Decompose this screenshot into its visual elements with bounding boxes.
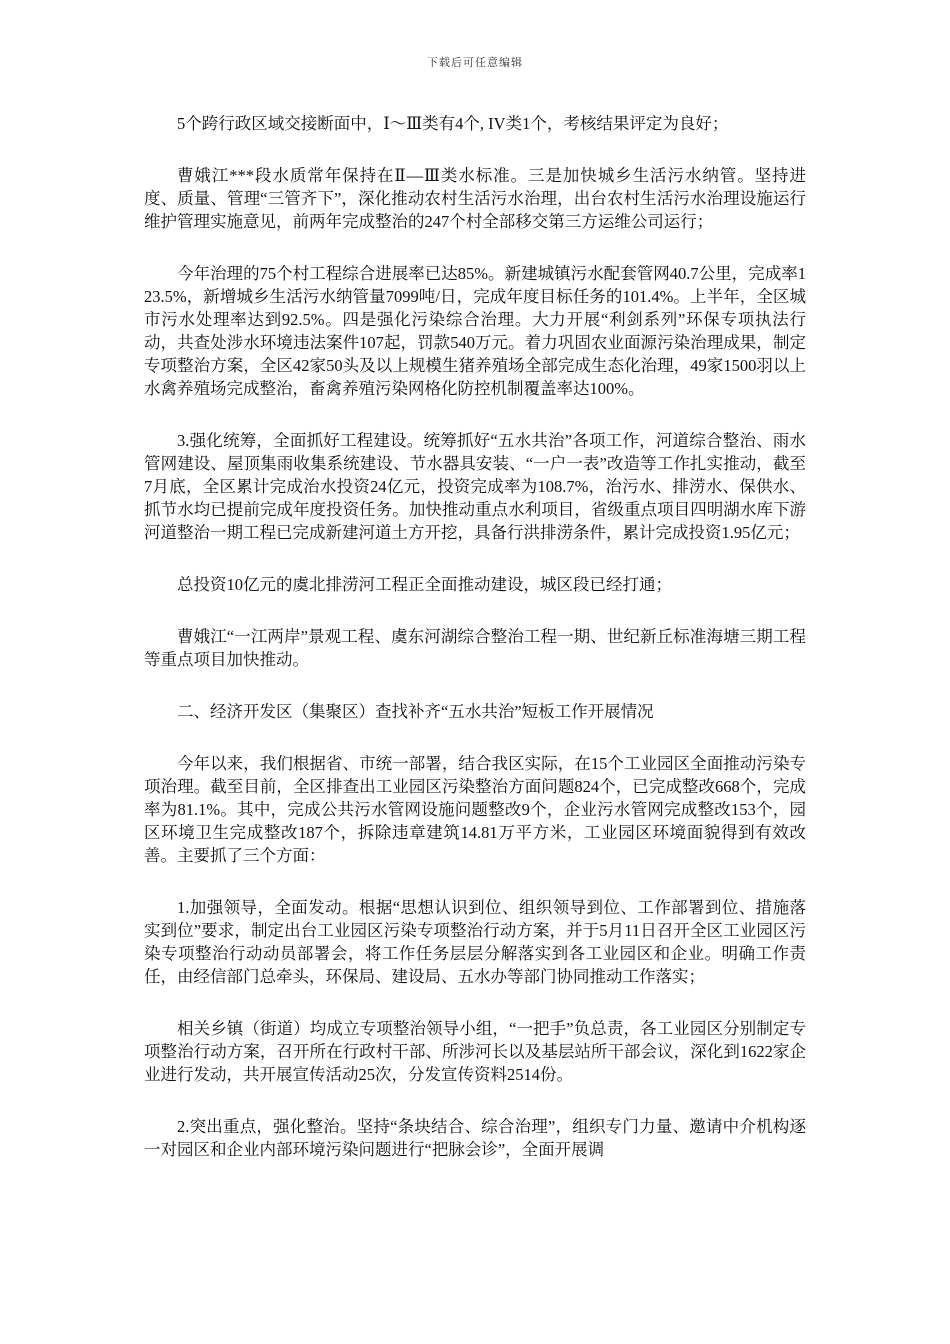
- paragraph-8: 今年以来，我们根据省、市统一部署，结合我区实际，在15个工业园区全面推动污染专项治理。截至目前，全区排查出工业园区污染整治方面问题824个，已完成整改668个，完成率为81.1%。其中，完成公共污水管网设施问题整改9个，企业污水管网完成整改153个，园区环境卫生完成整改187个，拆除违章建筑14.81万平方米，工业园区环境面貌得到有效改善。主要抓了三个方面：: [144, 754, 806, 865]
- paragraph-3: 今年治理的75个村工程综合进展率已达85%。新建城镇污水配套管网40.7公里，完成率123.5%，新增城乡生活污水纳管量7099吨/日，完成年度目标任务的101.4%。上半年，全区城市污水处理率达到92.5%。四是强化污染综合治理。大力开展“利剑系列”环保专项执法行动，共查处涉水环境违法案件107起，罚款540万元。着力巩固农业面源污染治理成果，制定专项整治方案，全区42家50头及以上规模生猪养殖场全部完成生态化治理，49家1500羽以上水禽养殖场完成整治，畜禽养殖污染网格化防控机制覆盖率达100%。: [144, 264, 806, 398]
- paragraph-10: 相关乡镇（街道）均成立专项整治领导小组，“一把手”负总责，各工业园区分别制定专项整治行动方案，召开所在行政村干部、所涉河长以及基层站所干部会议，深化到1622家企业进行发动，共开展宣传活动25次，分发宣传资料2514份。: [144, 1019, 806, 1084]
- paragraph-6: 曹娥江“一江两岸”景观工程、虞东河湖综合整治工程一期、世纪新丘标准海塘三期工程等重点项目加快推动。: [144, 627, 806, 669]
- document-body: [144, 112, 806, 1190]
- paragraph-4: 3.强化统筹，全面抓好工程建设。统筹抓好“五水共治”各项工作，河道综合整治、雨水管网建设、屋顶集雨收集系统建设、节水器具安装、“一户一表”改造等工作扎实推动，截至7月底，全区累计完成治水投资24亿元，投资完成率为108.7%，治污水、排涝水、保供水、抓节水均已提前完成年度投资任务。加快推动重点水利项目，省级重点项目四明湖水库下游河道整治一期工程已完成新建河道土方开挖，具备行洪排涝条件，累计完成投资1.95亿元；: [144, 431, 806, 542]
- paragraph-5: 总投资10亿元的虞北排涝河工程正全面推动建设，城区段已经打通；: [177, 575, 672, 594]
- section-heading: 二、经济开发区（集聚区）查找补齐“五水共治”短板工作开展情况: [177, 702, 654, 721]
- paragraph-9: 1.加强领导，全面发动。根据“思想认识到位、组织领导到位、工作部署到位、措施落实到位”要求，制定出台工业园区污染专项整治行动方案，并于5月11日召开全区工业园区污染专项整治行动动员部署会，将工作任务层层分解落实到各工业园区和企业。明确工作责任，由经信部门总牵头，环保局、建设局、五水办等部门协同推动工作落实；: [144, 898, 806, 986]
- paragraph-1: 5个跨行政区域交接断面中，Ⅰ～Ⅲ类有4个, IV类1个，考核结果评定为良好；: [177, 114, 729, 133]
- page-header: 下载后可任意编辑: [427, 57, 523, 69]
- paragraph-11: 2.突出重点，强化整治。坚持“条块结合、综合治理”，组织专门力量、邀请中介机构逐一对园区和企业内部环境污染问题进行“把脉会诊”，全面开展调: [144, 1117, 806, 1159]
- paragraph-2: 曹娥江***段水质常年保持在Ⅱ—Ⅲ类水标准。三是加快城乡生活污水纳管。坚持进度、质量、管理“三管齐下”，深化推动农村生活污水治理，出台农村生活污水治理设施运行维护管理实施意见，前两年完成整治的247个村全部移交第三方运维公司运行；: [144, 166, 806, 231]
